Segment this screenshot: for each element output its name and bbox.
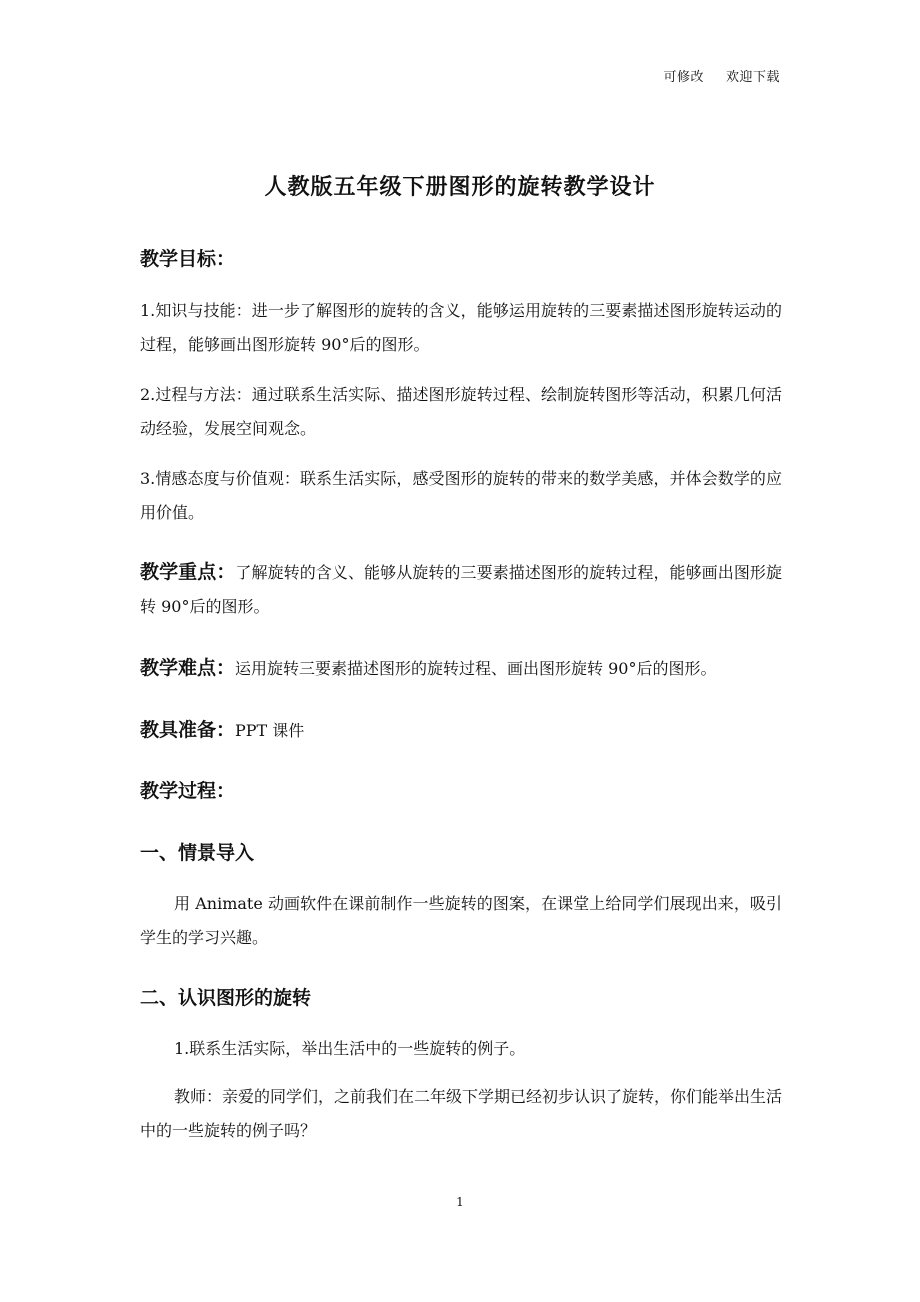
section-1-text: 用 Animate 动画软件在课前制作一些旋转的图案，在课堂上给同学们展现出来，吸引学生的学习兴趣。: [140, 894, 782, 947]
objective-2: 2.过程与方法：通过联系生活实际、描述图形旋转过程、绘制旋转图形等活动，积累几何活动经验，发展空间观念。: [140, 385, 782, 438]
difficulty-label: 教学难点：: [140, 657, 236, 679]
objective-3: 3.情感态度与价值观：联系生活实际，感受图形的旋转的带来的数学美感，并体会数学的应用价值。: [140, 469, 782, 522]
difficulty: [140, 651, 782, 686]
header-note-download: 欢迎下载: [725, 70, 780, 85]
section-2-heading: 二、认识图形的旋转: [140, 987, 312, 1009]
materials-text: PPT 课件: [235, 721, 305, 740]
page-number: 1: [456, 1195, 464, 1209]
objective-1: 1.知识与技能：进一步了解图形的旋转的含义，能够运用旋转的三要素描述图形旋转运动的过程，能够画出图形旋转 90°后的图形。: [140, 301, 782, 354]
process-heading: 教学过程：: [140, 780, 236, 802]
header-note-editable: 可修改: [663, 70, 704, 85]
header-note: [663, 66, 780, 85]
difficulty-text: 运用旋转三要素描述图形的旋转过程、画出图形旋转 90°后的图形。: [235, 659, 717, 678]
key-point-text: 了解旋转的含义、能够从旋转的三要素描述图形的旋转过程，能够画出图形旋转 90°后的图形。: [140, 563, 782, 616]
key-point: [140, 555, 782, 624]
section-2-sub-1: 1.联系生活实际，举出生活中的一些旋转的例子。: [174, 1039, 526, 1058]
materials-label: 教具准备：: [140, 719, 236, 741]
objectives-heading: 教学目标：: [140, 248, 236, 270]
document-title: 人教版五年级下册图形的旋转教学设计: [264, 175, 656, 200]
section-1-heading: 一、情景导入: [140, 842, 255, 864]
materials: [140, 713, 782, 748]
key-point-label: 教学重点：: [140, 561, 236, 583]
section-2-teacher-text: 教师：亲爱的同学们，之前我们在二年级下学期已经初步认识了旋转，你们能举出生活中的一些旋转的例子吗？: [140, 1087, 783, 1140]
